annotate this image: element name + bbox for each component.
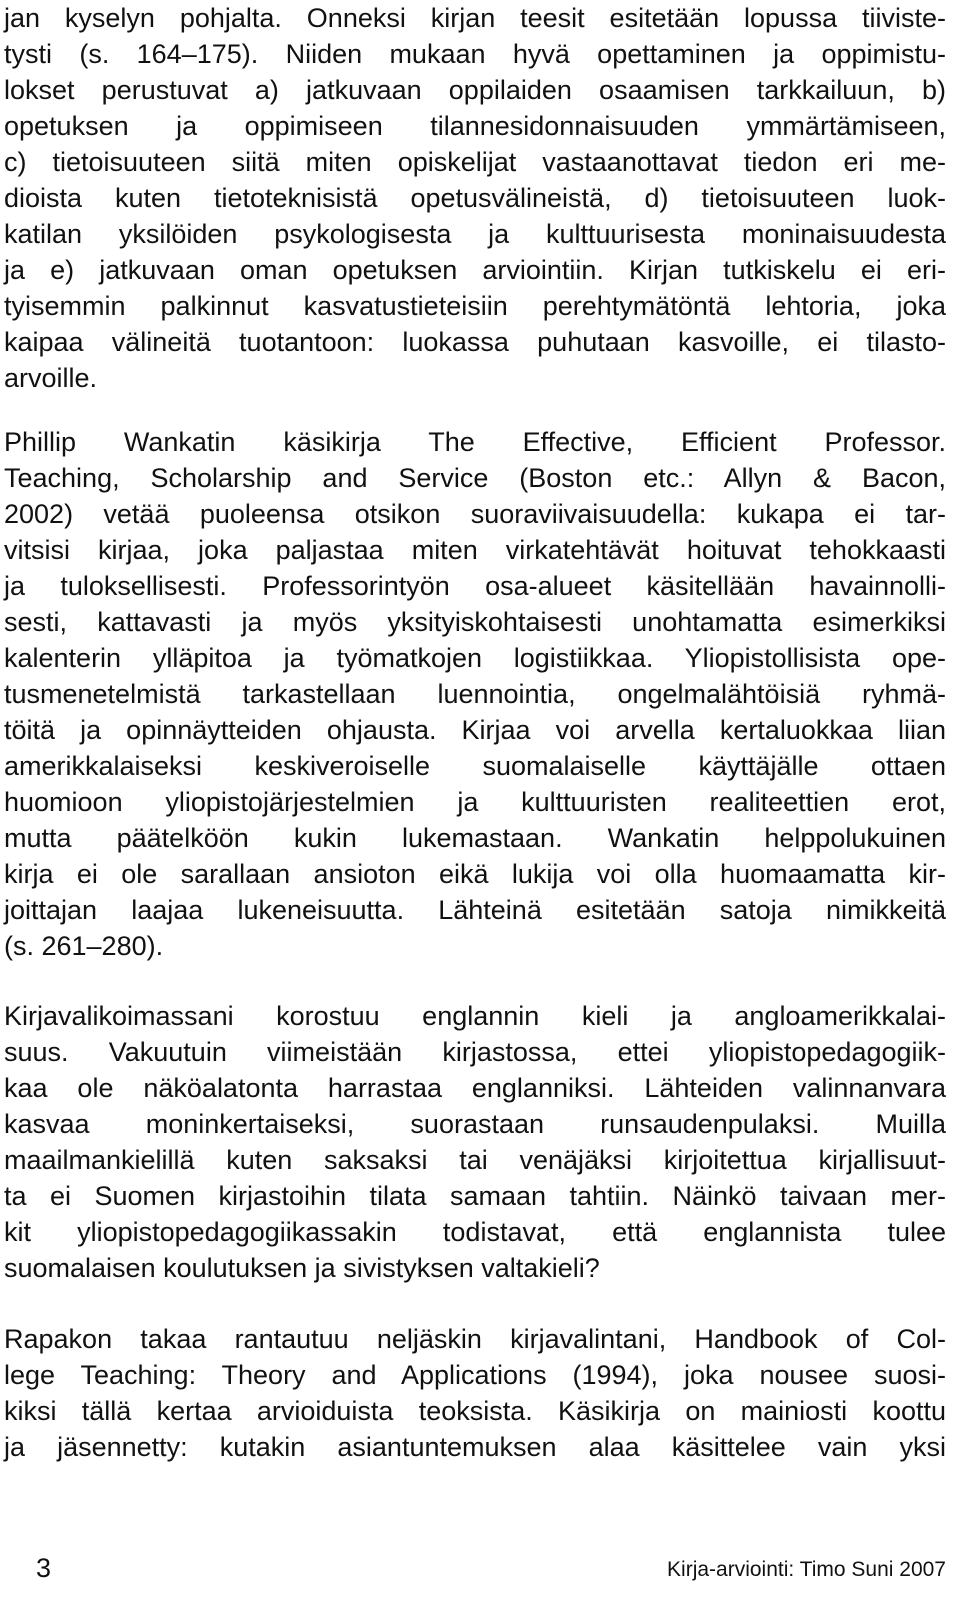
text-line: lokset perustuvat a) jatkuvaan oppilaiden osaamisen tarkkailuun, b) (4, 75, 946, 105)
text-line: jan kyselyn pohjalta. Onneksi kirjan teesit esitetään lopussa tiiviste- (4, 3, 946, 33)
paragraph-2 (4, 424, 946, 964)
text-line: sesti, kattavasti ja myös yksityiskohtaisesti unohtamatta esimerkiksi (4, 607, 946, 637)
text-line: maailmankielillä kuten saksaksi tai venäjäksi kirjoitettua kirjallisuut- (4, 1145, 946, 1175)
text-line: kiksi tällä kertaa arvioiduista teoksista. Käsikirja on mainiosti koottu (4, 1396, 946, 1426)
text-line: 2002) vetää puoleensa otsikon suoraviivaisuudella: kukapa ei tar- (4, 499, 946, 529)
text-line: kirja ei ole sarallaan ansioton eikä lukija voi olla huomaamatta kir- (4, 859, 946, 889)
text-line: ja e) jatkuvaan oman opetuksen arviointiin. Kirjan tutkiskelu ei eri- (4, 255, 946, 285)
text-line: dioista kuten tietoteknisistä opetusvälineistä, d) tietoisuuteen luok- (4, 183, 946, 213)
text-line: arvoille. (4, 363, 98, 393)
text-line: ja tuloksellisesti. Professorintyön osa-alueet käsitellään havainnolli- (4, 571, 946, 601)
text-line: Rapakon takaa rantautuu neljäskin kirjavalintani, Handbook of Col- (4, 1324, 946, 1354)
text-line: ta ei Suomen kirjastoihin tilata samaan tahtiin. Näinkö taivaan mer- (4, 1181, 946, 1211)
text-line: vitsisi kirjaa, joka paljastaa miten virkatehtävät hoituvat tehokkaasti (4, 535, 946, 565)
text-line: tyisemmin palkinnut kasvatustieteisiin perehtymätöntä lehtoria, joka (4, 291, 946, 321)
paragraph-1 (4, 0, 946, 396)
text-line: Phillip Wankatin käsikirja The Effective, Efficient Professor. (4, 427, 946, 457)
text-line: c) tietoisuuteen siitä miten opiskelijat vastaanottavat tiedon eri me- (4, 147, 946, 177)
text-line: kasvaa moninkertaiseksi, suorastaan runsaudenpulaksi. Muilla (4, 1109, 946, 1139)
text-line: suomalaisen koulutuksen ja sivistyksen valtakieli? (4, 1253, 600, 1283)
text-line: mutta päätelköön kukin lukemastaan. Wankatin helppolukuinen (4, 823, 946, 853)
text-line: opetuksen ja oppimiseen tilannesidonnaisuuden ymmärtämiseen, (4, 111, 946, 141)
text-line: huomioon yliopistojärjestelmien ja kulttuuristen realiteettien erot, (4, 787, 946, 817)
paragraph-4 (4, 1321, 946, 1465)
text-line: tysti (s. 164–175). Niiden mukaan hyvä opettaminen ja oppimistu- (4, 39, 946, 69)
text-line: kaa ole näköalatonta harrastaa englanniksi. Lähteiden valinnanvara (4, 1073, 946, 1103)
text-line: amerikkalaiseksi keskiveroiselle suomalaiselle käyttäjälle ottaen (4, 751, 946, 781)
running-footer: Kirja-arviointi: Timo Suni 2007 (667, 1558, 946, 1581)
text-line: kaipaa välineitä tuotantoon: luokassa puhutaan kasvoille, ei tilasto- (4, 327, 946, 357)
text-line: suus. Vakuutuin viimeistään kirjastossa, ettei yliopistopedagogiik- (4, 1037, 946, 1067)
text-line: Teaching, Scholarship and Service (Boston etc.: Allyn & Bacon, (4, 463, 946, 493)
page-footer (0, 1548, 960, 1588)
text-line: (s. 261–280). (4, 931, 164, 961)
text-line: ja jäsennetty: kutakin asiantuntemuksen alaa käsittelee vain yksi (4, 1432, 946, 1462)
text-line: kit yliopistopedagogiikassakin todistavat, että englannista tulee (4, 1217, 946, 1247)
text-line: tusmenetelmistä tarkastellaan luennointia, ongelmalähtöisiä ryhmä- (4, 679, 946, 709)
text-line: katilan yksilöiden psykologisesta ja kulttuurisesta moninaisuudesta (4, 219, 946, 249)
text-line: kalenterin ylläpitoa ja työmatkojen logistiikkaa. Yliopistollisista ope- (4, 643, 946, 673)
page-number: 3 (36, 1553, 52, 1583)
text-line: Kirjavalikoimassani korostuu englannin kieli ja angloamerikkalai- (4, 1001, 946, 1031)
text-line: lege Teaching: Theory and Applications (1994), joka nousee suosi- (4, 1360, 946, 1390)
text-line: töitä ja opinnäytteiden ohjausta. Kirjaa voi arvella kertaluokkaa liian (4, 715, 946, 745)
text-line: joittajan laajaa lukeneisuutta. Lähteinä esitetään satoja nimikkeitä (4, 895, 946, 925)
paragraph-3 (4, 998, 946, 1286)
